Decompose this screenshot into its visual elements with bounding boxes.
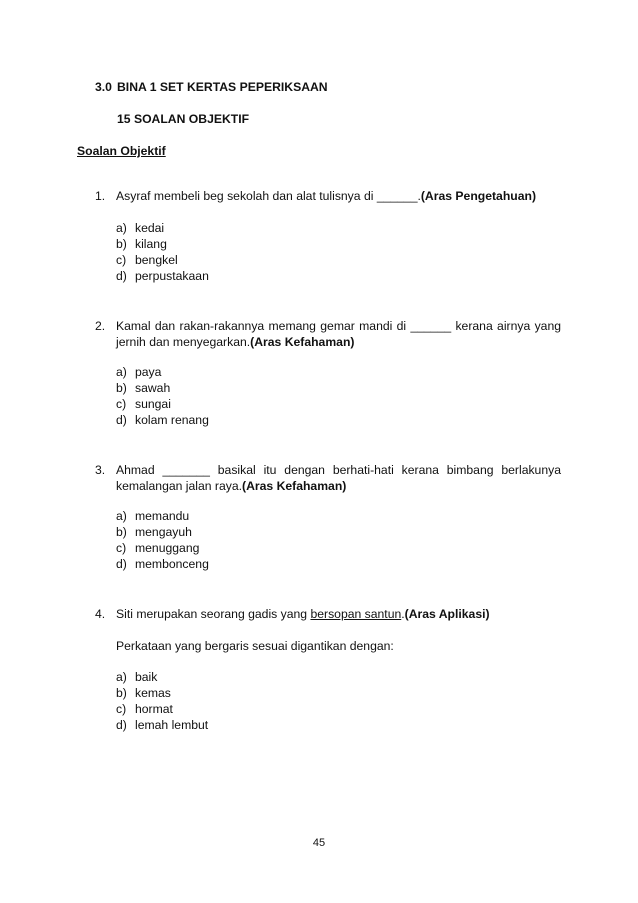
- option-d[interactable]: d) lemah lembut: [116, 718, 209, 732]
- question-level: (Aras Aplikasi): [404, 607, 490, 621]
- question-1: [95, 188, 561, 204]
- option-b[interactable]: b) mengayuh: [116, 525, 192, 539]
- option-d[interactable]: d) kolam renang: [116, 413, 209, 427]
- question-3: [95, 462, 561, 494]
- question-text: Ahmad _______ basikal itu dengan berhati-hati kerana bimbang berlakunya kemalangan jalan raya.(Aras Kefahaman): [116, 463, 561, 493]
- question-2: [95, 318, 561, 350]
- option-c[interactable]: c) sungai: [116, 397, 171, 411]
- option-b[interactable]: b) sawah: [116, 381, 171, 395]
- option-a[interactable]: a) memandu: [116, 509, 190, 523]
- option-c[interactable]: c) bengkel: [116, 253, 178, 267]
- option-b[interactable]: b) kilang: [116, 237, 167, 251]
- option-a[interactable]: a) paya: [116, 365, 162, 379]
- question-text: Siti merupakan seorang gadis yang bersopan santun.(Aras Aplikasi): [116, 607, 490, 621]
- question-level: (Aras Kefahaman): [250, 335, 355, 349]
- question-number: 4.: [95, 607, 106, 621]
- section-subtitle: 15 SOALAN OBJEKTIF: [117, 112, 250, 126]
- option-c[interactable]: c) hormat: [116, 702, 173, 716]
- question-2-options: [116, 364, 209, 428]
- option-a[interactable]: a) baik: [116, 670, 158, 684]
- section-title: BINA 1 SET KERTAS PEPERIKSAAN: [117, 80, 328, 94]
- question-number: 2.: [95, 319, 106, 333]
- section-number: 3.0: [95, 80, 112, 94]
- question-4-options: [116, 669, 208, 733]
- option-c[interactable]: c) menuggang: [116, 541, 200, 555]
- option-d[interactable]: d) perpustakaan: [116, 269, 209, 283]
- question-text: Kamal dan rakan-rakannya memang gemar mandi di ______ kerana airnya yang jernih dan menyegarkan.(Aras Kefahaman): [116, 319, 561, 349]
- page-number: 45: [312, 837, 326, 849]
- question-level: (Aras Pengetahuan): [420, 189, 537, 203]
- question-level: (Aras Kefahaman): [242, 479, 347, 493]
- question-1-options: [116, 220, 209, 284]
- question-4-instruction: Perkataan yang bergaris sesuai digantikan dengan:: [116, 639, 394, 653]
- option-d[interactable]: d) membonceng: [116, 557, 209, 571]
- question-3-options: [116, 508, 209, 572]
- question-number: 1.: [95, 189, 106, 203]
- option-b[interactable]: b) kemas: [116, 686, 171, 700]
- question-text: Asyraf membeli beg sekolah dan alat tulisnya di ______.(Aras Pengetahuan): [116, 189, 537, 203]
- question-4: [95, 606, 561, 622]
- question-number: 3.: [95, 463, 106, 477]
- option-a[interactable]: a) kedai: [116, 221, 165, 235]
- underlined-phrase: bersopan santun: [310, 607, 402, 621]
- page-heading: Soalan Objektif: [77, 144, 166, 158]
